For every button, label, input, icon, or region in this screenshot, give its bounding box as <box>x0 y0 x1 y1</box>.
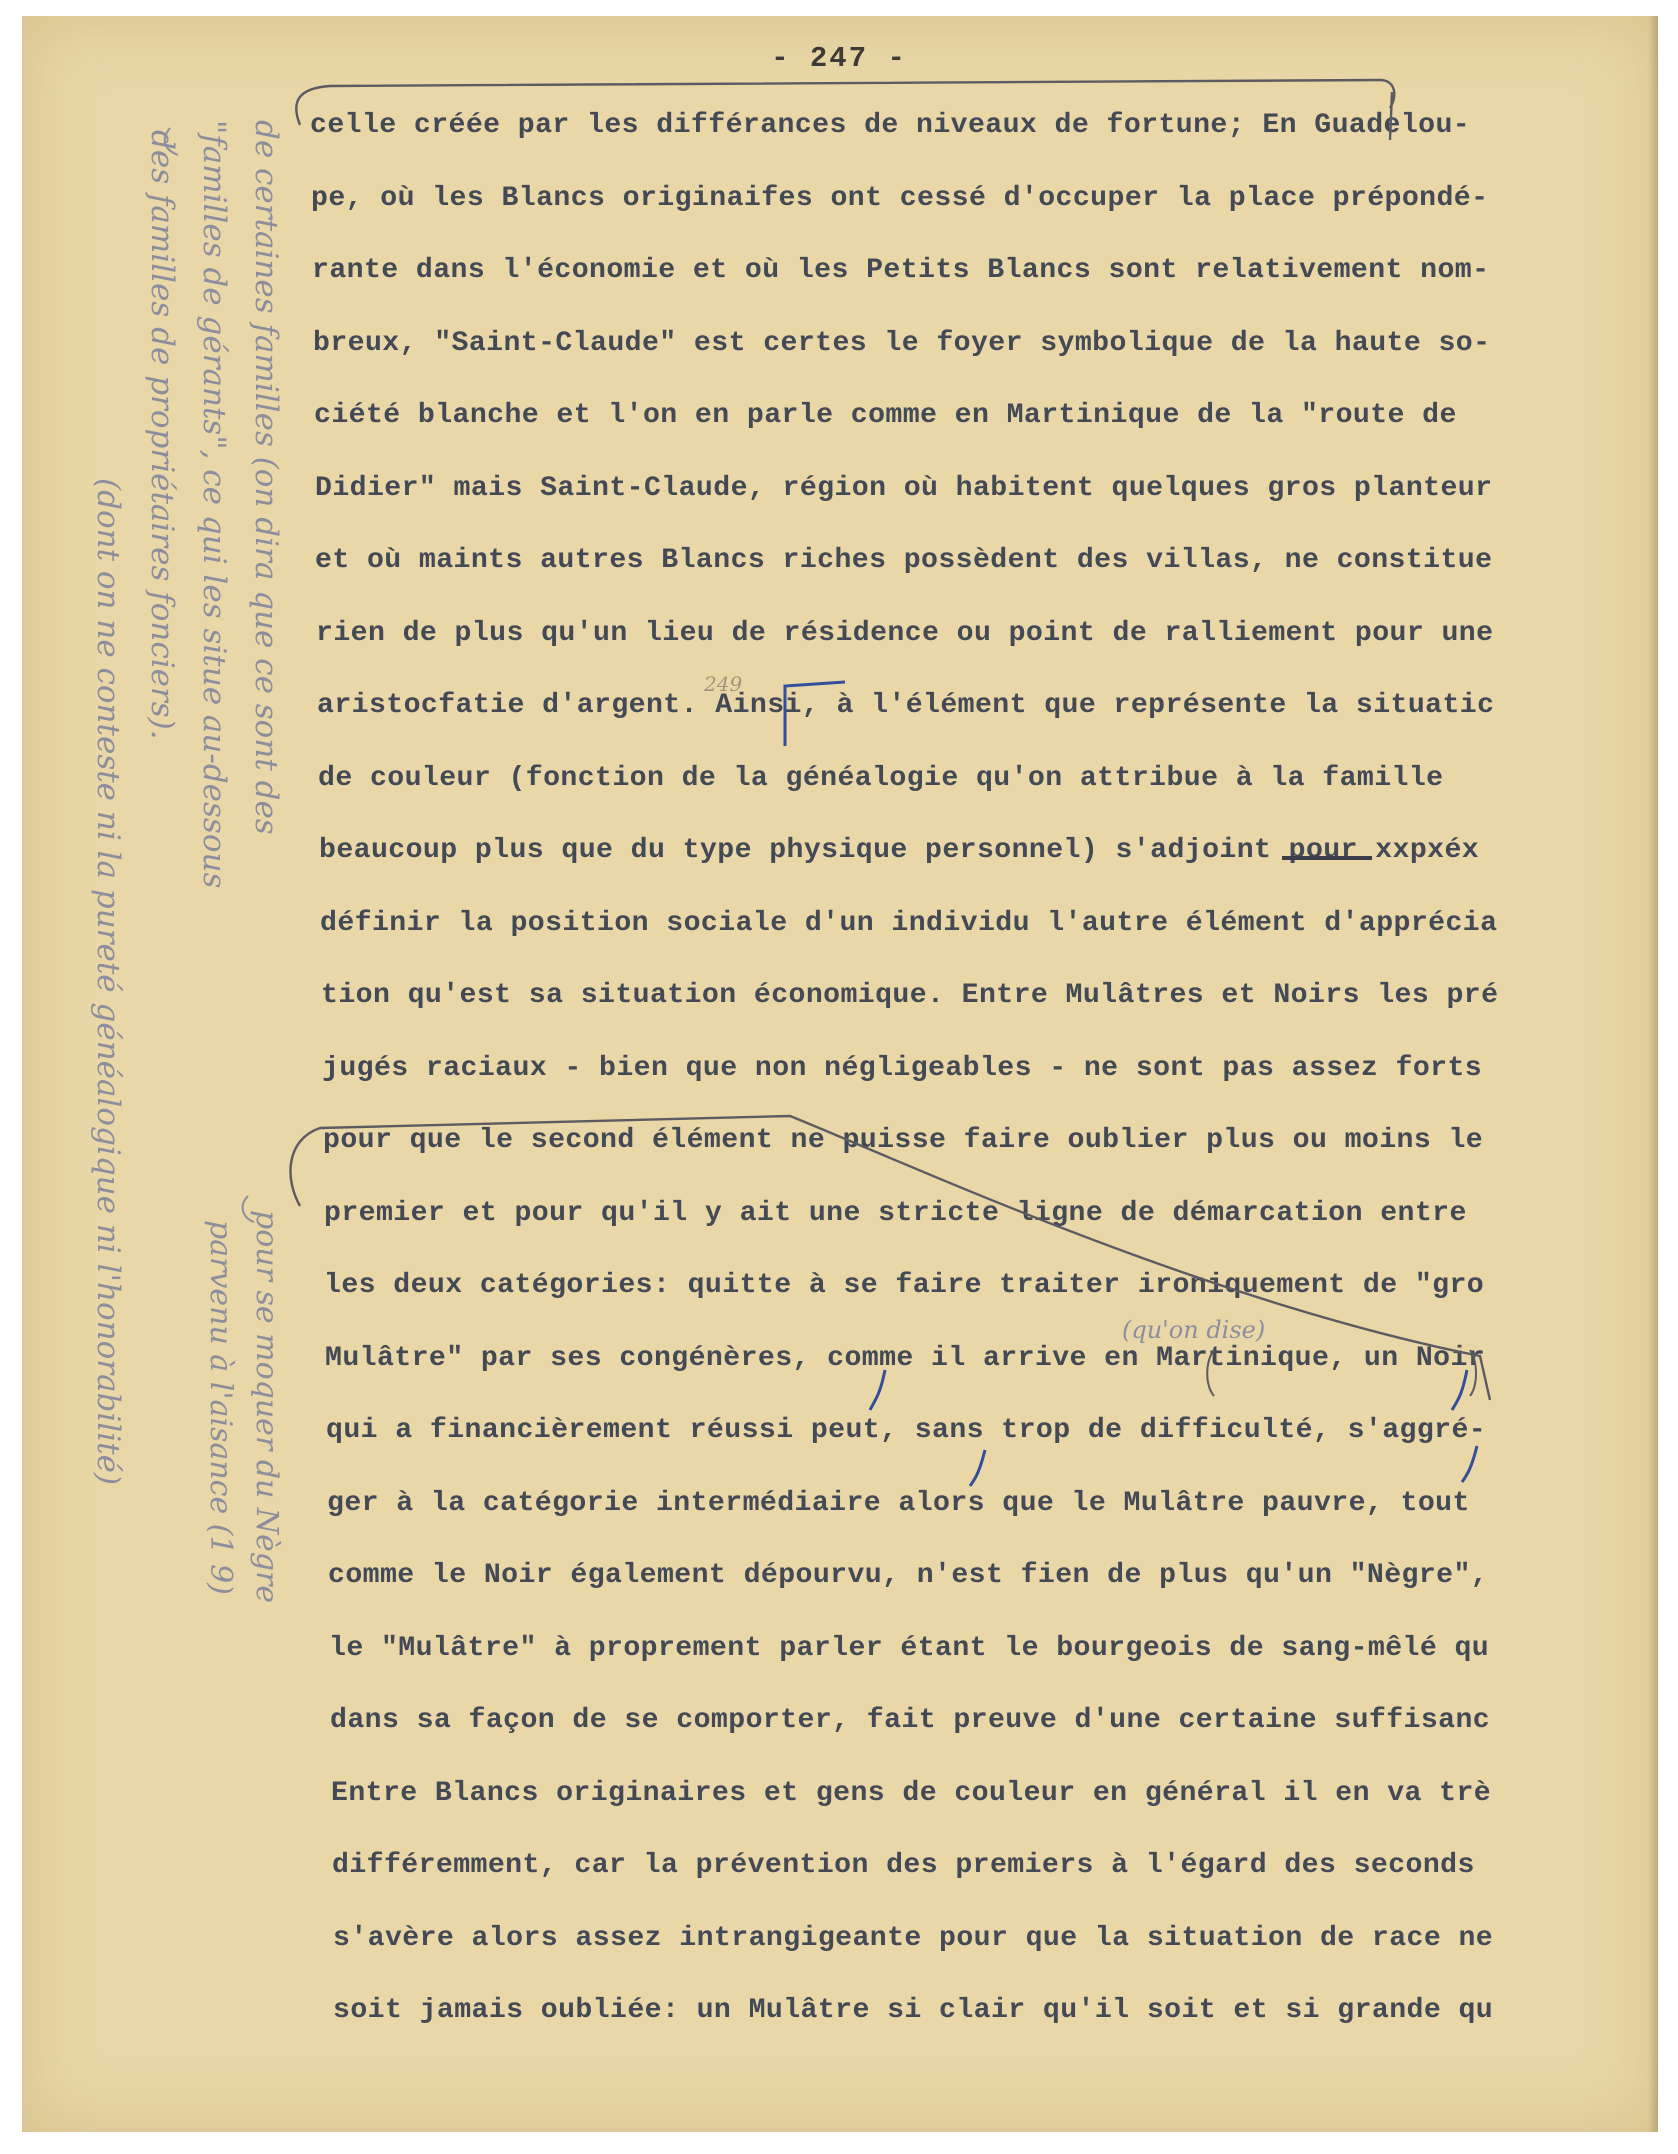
typed-line: premier et pour qu'il y ait une stricte ligne de démarcation entre <box>324 1197 1467 1229</box>
typed-line: ger à la catégorie intermédiaire alors que le Mulâtre pauvre, tout <box>327 1487 1470 1519</box>
typed-line: Mulâtre" par ses congénères, comme il arrive en Martinique, un Noir <box>325 1342 1486 1374</box>
typed-line: définir la position sociale d'un individu l'autre élément d'apprécia <box>320 907 1498 939</box>
typed-line: et où maints autres Blancs riches possèdent des villas, ne constitue <box>315 545 1493 576</box>
typed-line: de couleur (fonction de la généalogie qu'on attribue à la famille <box>318 762 1444 794</box>
margin-annotation-2: "familles de gérants", ce qui les situe au-dessous <box>196 120 232 889</box>
typed-line: beaucoup plus que du type physique personnel) s'adjoint pour xxpxéx <box>319 835 1480 866</box>
typed-line: ciété blanche et l'on en parle comme en Martinique de la "route de <box>314 400 1457 431</box>
margin-annotation-6: parvenu à l'aisance (1 9) <box>203 1220 238 1595</box>
typed-line: le "Mulâtre" à proprement parler étant le bourgeois de sang-mêlé qu <box>329 1632 1490 1664</box>
margin-annotation-1: de certaines familles (on dira que ce sont des <box>248 120 284 835</box>
typed-line: qui a financièrement réussi peut, sans trop de difficulté, s'aggré- <box>326 1415 1487 1446</box>
typed-line: comme le Noir également dépourvu, n'est fien de plus qu'un "Nègre", <box>328 1560 1489 1591</box>
typed-line: rien de plus qu'un lieu de résidence ou point de ralliement pour une <box>316 617 1494 649</box>
typed-line: s'avère alors assez intrangigeante pour que la situation de race ne <box>333 1922 1494 1954</box>
margin-annotation-5: pour se moquer du Nègre <box>249 1210 284 1604</box>
typed-line: tion qu'est sa situation économique. Entre Mulâtres et Noirs les pré <box>321 980 1499 1011</box>
margin-annotation-4: (dont on ne conteste ni la pureté généalogique ni l'honorabilité) <box>90 478 126 1486</box>
typed-line: différemment, car la prévention des premiers à l'égard des seconds <box>332 1850 1475 1881</box>
page-number: - 247 - <box>771 42 907 75</box>
typed-line: jugés raciaux - bien que non négligeables - ne sont pas assez forts <box>322 1052 1483 1084</box>
insertion-annotation: (qu'on dise) <box>1122 1316 1266 1344</box>
typed-line: soit jamais oubliée: un Mulâtre si clair qu'il soit et si grande qu <box>333 1995 1494 2026</box>
typed-line: pe, où les Blancs originaifes ont cessé d'occuper la place prépondé- <box>311 182 1489 214</box>
typed-line: rante dans l'économie et où les Petits Blancs sont relativement nom- <box>312 255 1490 286</box>
page-reference-annotation: 249 <box>704 672 743 696</box>
typed-line: Entre Blancs originaires et gens de couleur en général il en va trè <box>331 1777 1492 1809</box>
typed-line: aristocfatie d'argent. Ainsi, à l'élément que représente la situatic <box>317 690 1495 721</box>
typed-line: celle créée par les différances de niveaux de fortune; En Guadelou- <box>310 110 1471 141</box>
typed-line: dans sa façon de se comporter, fait preuve d'une certaine suffisanc <box>330 1705 1491 1736</box>
typed-line: Didier" mais Saint-Claude, région où habitent quelques gros planteur <box>315 472 1493 504</box>
typed-body-text <box>310 110 1658 2090</box>
typed-line: les deux catégories: quitte à se faire traiter ironiquement de "gro <box>324 1270 1485 1301</box>
margin-annotation-3: des familles de propriétaires fonciers). <box>144 130 180 740</box>
typed-line: pour que le second élément ne puisse faire oublier plus ou moins le <box>323 1125 1484 1156</box>
typed-line: breux, "Saint-Claude" est certes le foyer symbolique de la haute so- <box>313 327 1491 359</box>
